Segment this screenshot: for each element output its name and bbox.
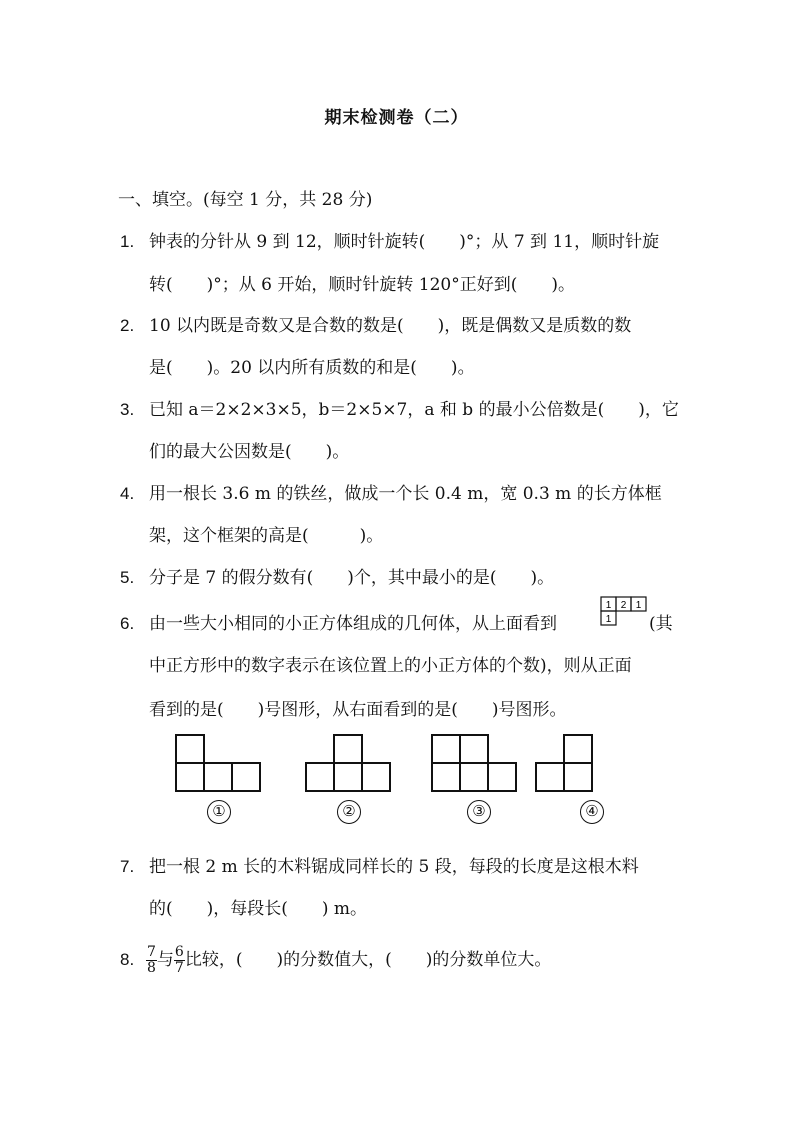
question-text: (其 [649,614,673,634]
question-text: $\frac{7}{8}$ 与 $\frac{6}{7}$ 比较，( )的分数值大，( )的分数单位大。 [147,944,552,976]
section-heading: 一、填空。(每空 1 分，共 28 分) [118,190,373,210]
top-view-digit: 1 [635,600,642,611]
top-view-grid [600,596,650,630]
fraction: $\frac{7}{8}$ [147,944,156,976]
question-number: 3. [120,400,135,419]
question-number: 4. [120,484,135,503]
question-text: 把一根 2 m 长的木料锯成同样长的 5 段，每段的长度是这根木料 [149,857,639,877]
question-text: 的( )，每段长( ) m。 [149,899,368,919]
question-number: 7. [120,857,135,876]
fraction: $\frac{6}{7}$ [174,944,184,976]
question-number: 5. [120,568,135,587]
figure-2 [306,735,390,791]
question-text: 架，这个框架的高是( )。 [149,526,384,546]
figure-label: ① [207,800,231,824]
question-text: 钟表的分针从 9 到 12，顺时针旋转( )°；从 7 到 11，顺时针旋 [149,232,660,252]
question-text: 是( )。20 以内所有质数的和是( )。 [149,358,475,378]
question-text: 用一根长 3.6 m 的铁丝，做成一个长 0.4 m，宽 0.3 m 的长方体框 [149,484,662,504]
figure-4 [536,735,592,791]
question-text: 转( )°；从 6 开始，顺时针旋转 120°正好到( )。 [149,275,576,295]
top-view-digit: 1 [605,600,612,611]
question-number: 6. [120,614,135,633]
figure-label: ③ [467,800,491,824]
question-number: 8. [120,950,135,969]
figure-label: ④ [580,800,604,824]
figure-label: ② [337,800,361,824]
question-text: 已知 a＝2×2×3×5，b＝2×5×7，a 和 b 的最小公倍数是( )，它 [149,400,679,420]
question-text: 分子是 7 的假分数有( )个，其中最小的是( )。 [149,568,555,588]
top-view-digit: 2 [620,600,627,611]
question-number: 2. [120,316,135,335]
question-text: 们的最大公因数是( )。 [149,442,350,462]
question-text: 由一些大小相同的小正方体组成的几何体，从上面看到 [149,614,557,634]
page-title: 期末检测卷（二） [324,108,469,128]
figure-3 [432,735,516,791]
question-text: 看到的是( )号图形，从右面看到的是( )号图形。 [149,700,567,720]
top-view-digit: 1 [605,614,612,625]
figure-1 [176,735,260,791]
view-figures [170,730,610,794]
question-number: 1. [120,232,135,251]
question-text: 10 以内既是奇数又是合数的数是( )，既是偶数又是质数的数 [149,316,632,336]
question-text: 中正方形中的数字表示在该位置上的小正方体的个数)，则从正面 [149,656,632,676]
